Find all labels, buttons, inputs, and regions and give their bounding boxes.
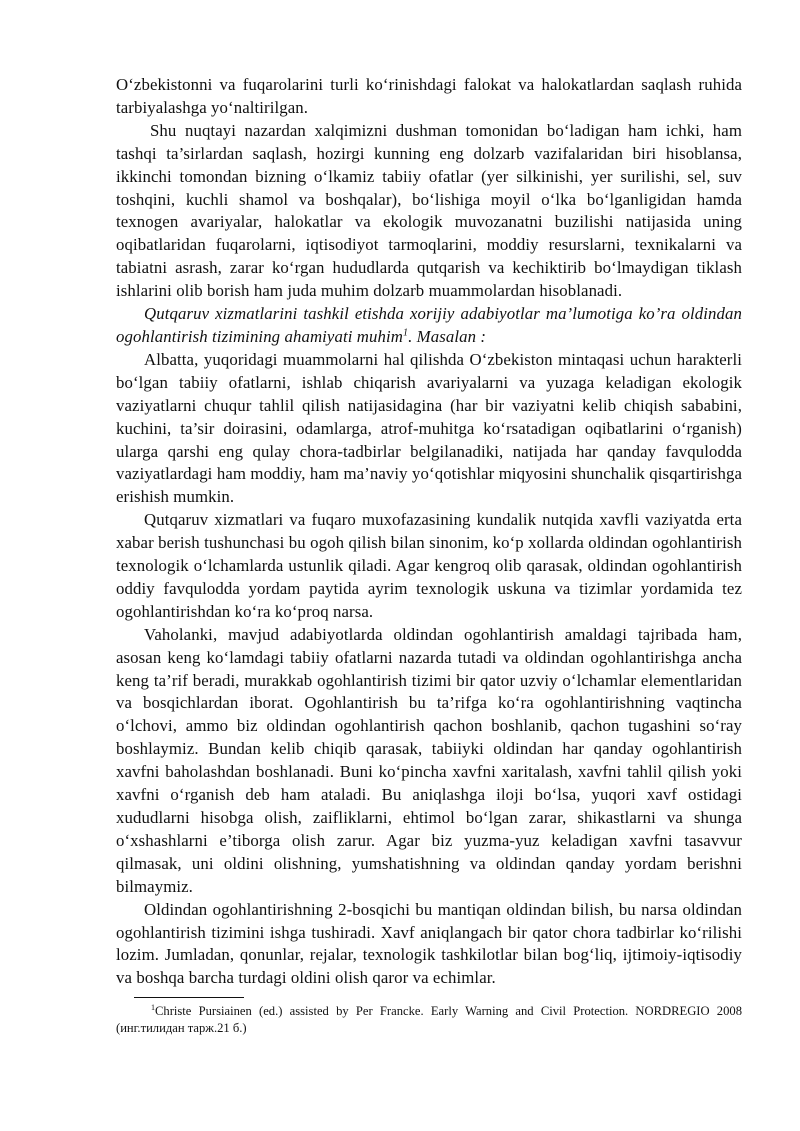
document-page xyxy=(116,74,742,1036)
paragraph-importance-of-protection: Shu nuqtayi nazardan xalqimizni dushman tomonidan bo‘ladigan ham ichki, ham tashqi ta’sirlardan saqlash, hozirgi kunning eng dolzarb vazifalaridan biri hisoblansa, ikkinchi tomondan bizning o‘lkamiz tabiiy ofatlar (yer silkinishi, yer surilishi, sel, suv toshqini, kuchli shamol va boshqalar), bo‘lishiga moyil o‘lka bo‘lganligidan hamda texnogen avariyalar, halokatlar va ekologik muvozanatni buzilishi natijasida uning oqibatlaridan fuqarolarni, iqtisodiyot tarmoqlarini, moddiy resurslarni, texnikalarni va tabiatni asrash, zarar ko‘rgan hududlarda qutqarish va kechiktirib bo‘lmaydigan tiklash ishlarini olib borish ham juda muhim dolzarb muammolardan hisoblanadi. xyxy=(116,120,742,301)
paragraph-early-warning-intro xyxy=(116,303,742,349)
early-warning-intro-text: Qutqaruv xizmatlarini tashkil etishda xorijiy adabiyotlar ma’lumotiga ko’ra oldindan ogohlantirish tizimining ahamiyati muhim xyxy=(116,304,742,346)
paragraph-continuation: O‘zbekistonni va fuqarolarini turli ko‘rinishdagi falokat va halokatlardan saqlash ruhida tarbiyalashga yo‘naltirilgan. xyxy=(116,75,742,117)
footnote xyxy=(116,1003,742,1036)
footnote-reference[interactable]: 1 xyxy=(402,327,409,339)
paragraph-warning-literature: Vaholanki, mavjud adabiyotlarda oldindan ogohlantirish amaldagi tajribada ham, asosan keng ko‘lamdagi tabiiy ofatlarni nazarda tutadi va oldindan ogohlantirishga ancha keng ta’rif beradi, murakkab ogohlantirish tizimi bir qator uzviy o‘lchamlar elementlaridan va bosqichlardan iborat. Ogohlantirish bu ta’rifga ko‘ra ogohlantirishning vaqtincha o‘lchovi, ammo biz oldindan ogohlantirish qachon boshlanib, qachon tugashini so‘ray boshlaymiz. Bundan kelib chiqib qarasak, tabiiyki oldindan har qanday ogohlantirish xavfni baholashdan boshlanadi. Buni ko‘pincha xavfni xaritalash, xavfni tahlil qilish yoki xavfni o‘rganish deb ham ataladi. Bu aniqlashga iloji bo‘lsa, yuqori xavf ostidagi xududlarni hisobga olish, zaifliklarni, ehtimol bo‘lgan zarar, shikastlarni va shunga o‘xshashlarni e’tiborga olish zarur. Agar biz yuzma-yuz keladigan xavfni tasavvur qilmasak, uni oldini olishning, yumshatishning va oldindan qanday yordam berishni bilmaymiz. xyxy=(116,624,742,896)
early-warning-intro-tail: . Masalan : xyxy=(408,326,487,346)
paragraph-hazard-analysis: Albatta, yuqoridagi muammolarni hal qilishda O‘zbekiston mintaqasi uchun harakterli bo‘lgan tabiiy ofatlarni, ishlab chiqarish avariyalarni va yuzaga keladigan ekologik vaziyatlarni chuqur tahlil qilish natijasidagina (har bir vaziyatni kelib chiqish sababini, kuchini, ta’sir doirasini, odamlarga, atrof-muhitga ko‘rsatadigan oqibatlarini o‘rganish) ularga qarshi eng qulay chora-tadbirlar belgilanadiki, natijada har qanday favqulodda vaziyatlardagi ham moddiy, ham ma’naviy yo‘qotishlar miqyosini shunchalik qisqartirishga erishish mumkin. xyxy=(116,349,742,507)
footnote-text: Christe Pursiainen (ed.) assisted by Per Francke. Early Warning and Civil Protection. NORDREGIO 2008 (инг.тилидан тарж.21 б.) xyxy=(116,1004,742,1035)
footnote-divider xyxy=(134,997,244,998)
footnote-marker: 1 xyxy=(151,1003,155,1013)
paragraph-rescue-services: Qutqaruv xizmatlari va fuqaro muxofazasining kundalik nutqida xavfli vaziyatda erta xabar berish tushunchasi bu ogoh qilish bilan sinonim, ko‘p xollarda oldindan ogohlantirish texnologik o‘lchamlarda ustunlik qiladi. Agar kengroq olib qarasak, oldindan ogohlantirish oddiy favqulodda yordam paytida ayrim texnologik uskuna va tizimlar yordamida tez ogohlantirishdan ko‘ra ko‘proq narsa. xyxy=(116,510,742,621)
paragraph-second-stage: Oldindan ogohlantirishning 2-bosqichi bu mantiqan oldindan bilish, bu narsa oldindan ogohlantirish tizimini ishga tushiradi. Xavf aniqlangach bir qator chora tadbirlar ko‘rilishi lozim. Jumladan, qonunlar, rejalar, texnologik tashkilotlar bilan bog‘liq, ijtimoiy-iqtisodiy va boshqa barcha turdagi oldini olish qaror va echimlar. xyxy=(116,899,742,988)
